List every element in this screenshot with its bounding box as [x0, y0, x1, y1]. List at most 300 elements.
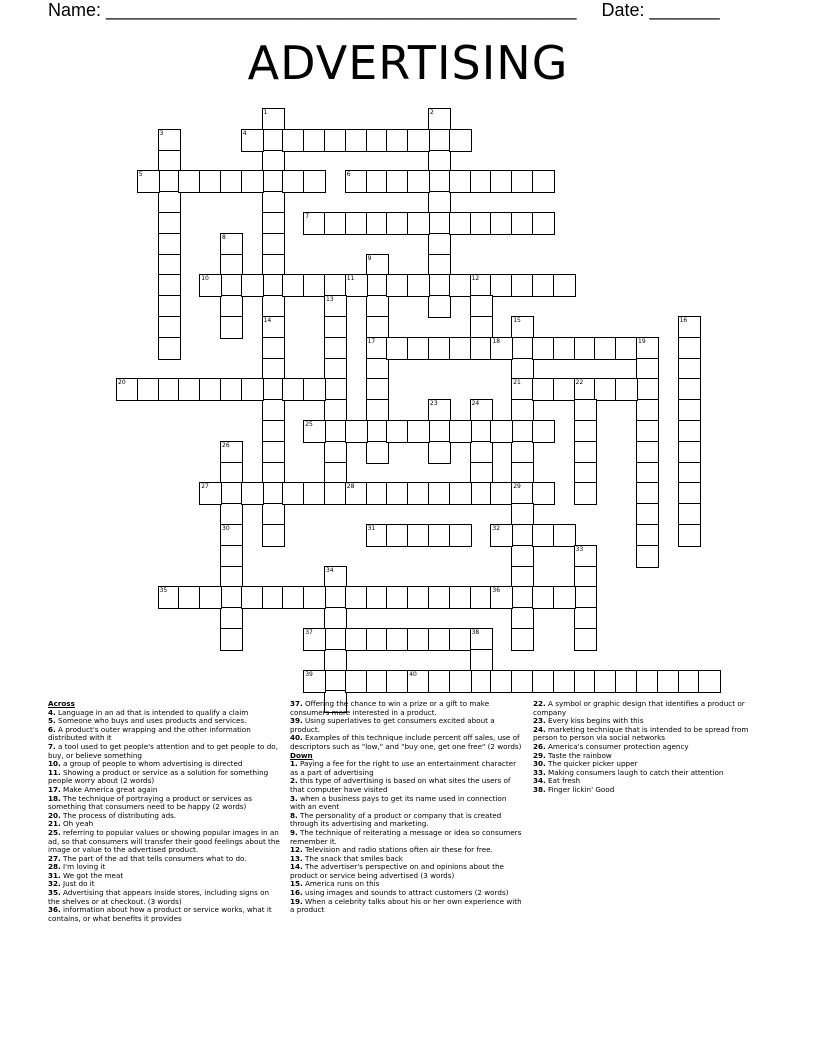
grid-cell[interactable] — [636, 441, 659, 464]
grid-cell[interactable] — [511, 566, 534, 589]
grid-cell[interactable] — [324, 586, 347, 609]
grid-cell[interactable] — [428, 170, 451, 193]
grid-cell[interactable] — [220, 441, 243, 464]
grid-cell[interactable] — [678, 399, 701, 422]
grid-cell[interactable] — [470, 212, 493, 235]
grid-cell[interactable] — [511, 524, 534, 547]
grid-cell[interactable] — [532, 420, 555, 443]
grid-cell[interactable] — [532, 482, 555, 505]
grid-cell[interactable] — [428, 399, 451, 422]
grid-cell[interactable] — [199, 170, 222, 193]
grid-cell[interactable] — [574, 378, 597, 401]
grid-cell[interactable] — [553, 586, 576, 609]
grid-cell[interactable] — [532, 274, 555, 297]
grid-cell[interactable] — [262, 233, 285, 256]
grid-cell[interactable] — [220, 170, 243, 193]
grid-cell[interactable] — [345, 670, 368, 693]
grid-cell[interactable] — [366, 482, 389, 505]
grid-cell[interactable] — [594, 378, 617, 401]
grid-cell[interactable] — [470, 586, 493, 609]
grid-cell[interactable] — [449, 129, 472, 152]
grid-cell[interactable] — [303, 586, 326, 609]
grid-cell[interactable] — [366, 274, 389, 297]
grid-cell[interactable] — [615, 670, 638, 693]
grid-cell[interactable] — [158, 295, 181, 318]
clue-number: 10 — [201, 275, 209, 283]
grid-cell[interactable] — [386, 170, 409, 193]
grid-cell[interactable] — [199, 378, 222, 401]
grid-cell[interactable] — [345, 628, 368, 651]
grid-cell[interactable] — [241, 274, 264, 297]
grid-cell[interactable] — [428, 108, 451, 131]
grid-cell[interactable] — [262, 316, 285, 339]
grid-cell[interactable] — [324, 462, 347, 485]
clue-number: 17 — [367, 337, 376, 345]
grid-cell[interactable] — [220, 545, 243, 568]
grid-cell[interactable] — [511, 337, 534, 360]
grid-cell[interactable] — [366, 358, 389, 381]
grid-cell[interactable] — [199, 274, 222, 297]
grid-cell[interactable] — [178, 378, 201, 401]
grid-cell[interactable] — [511, 358, 534, 381]
grid-cell[interactable] — [262, 378, 285, 401]
grid-cell[interactable] — [470, 420, 493, 443]
grid-cell[interactable] — [678, 670, 701, 693]
clue-text: a tool used to get people's attention and to get people to do, buy, or believe something — [48, 741, 278, 760]
grid-cell[interactable] — [262, 129, 285, 152]
grid-cell[interactable] — [158, 170, 181, 193]
grid-cell[interactable] — [178, 586, 201, 609]
grid-cell[interactable] — [574, 586, 597, 609]
grid-cell[interactable] — [470, 274, 493, 297]
grid-cell[interactable] — [470, 170, 493, 193]
grid-cell[interactable] — [490, 670, 513, 693]
grid-cell[interactable] — [220, 316, 243, 339]
grid-cell[interactable] — [303, 482, 326, 505]
grid-cell[interactable] — [574, 420, 597, 443]
grid-cell[interactable] — [532, 524, 555, 547]
grid-cell[interactable] — [407, 628, 430, 651]
grid-cell[interactable] — [366, 316, 389, 339]
grid-cell[interactable] — [678, 316, 701, 339]
grid-cell[interactable] — [366, 399, 389, 422]
grid-cell[interactable] — [303, 628, 326, 651]
grid-cell[interactable] — [428, 420, 451, 443]
grid-cell[interactable] — [324, 628, 347, 651]
grid-cell[interactable] — [262, 482, 285, 505]
grid-cell[interactable] — [158, 337, 181, 360]
grid-cell[interactable] — [574, 607, 597, 630]
grid-cell[interactable] — [636, 482, 659, 505]
grid-cell[interactable] — [553, 670, 576, 693]
grid-cell[interactable] — [158, 274, 181, 297]
grid-cell[interactable] — [199, 482, 222, 505]
grid-cell[interactable] — [386, 628, 409, 651]
grid-cell[interactable] — [428, 586, 451, 609]
grid-cell[interactable] — [386, 482, 409, 505]
grid-cell[interactable] — [220, 462, 243, 485]
grid-cell[interactable] — [262, 337, 285, 360]
grid-cell[interactable] — [511, 441, 534, 464]
grid-cell[interactable] — [532, 670, 555, 693]
grid-cell[interactable] — [428, 441, 451, 464]
grid-cell[interactable] — [407, 170, 430, 193]
grid-cell[interactable] — [449, 420, 472, 443]
grid-cell[interactable] — [470, 628, 493, 651]
grid-cell[interactable] — [449, 628, 472, 651]
clue-number-label: 14. — [290, 862, 303, 872]
grid-cell[interactable] — [262, 254, 285, 277]
grid-cell[interactable] — [262, 462, 285, 485]
grid-cell[interactable] — [345, 274, 368, 297]
grid-cell[interactable] — [470, 482, 493, 505]
grid-cell[interactable] — [366, 212, 389, 235]
grid-cell[interactable] — [407, 212, 430, 235]
grid-cell[interactable] — [678, 503, 701, 526]
grid-cell[interactable] — [490, 482, 513, 505]
grid-cell[interactable] — [574, 566, 597, 589]
grid-cell[interactable] — [574, 482, 597, 505]
grid-cell[interactable] — [678, 482, 701, 505]
grid-cell[interactable] — [158, 191, 181, 214]
grid-cell[interactable] — [449, 170, 472, 193]
grid-cell[interactable] — [678, 378, 701, 401]
grid-cell[interactable] — [511, 212, 534, 235]
grid-cell[interactable] — [428, 482, 451, 505]
grid-cell[interactable] — [574, 462, 597, 485]
grid-cell[interactable] — [366, 378, 389, 401]
grid-cell[interactable] — [428, 212, 451, 235]
grid-cell[interactable] — [532, 212, 555, 235]
grid-cell[interactable] — [220, 628, 243, 651]
grid-cell[interactable] — [324, 129, 347, 152]
grid-cell[interactable] — [324, 212, 347, 235]
grid-cell[interactable] — [345, 586, 368, 609]
grid-cell[interactable] — [407, 670, 430, 693]
grid-cell[interactable] — [386, 212, 409, 235]
grid-cell[interactable] — [262, 420, 285, 443]
grid-cell[interactable] — [324, 358, 347, 381]
grid-cell[interactable] — [428, 274, 451, 297]
grid-cell[interactable] — [324, 670, 347, 693]
grid-cell[interactable] — [366, 441, 389, 464]
grid-cell[interactable] — [241, 482, 264, 505]
grid-cell[interactable] — [470, 399, 493, 422]
grid-cell[interactable] — [137, 170, 160, 193]
grid-cell[interactable] — [366, 129, 389, 152]
grid-cell[interactable] — [116, 378, 139, 401]
grid-cell[interactable] — [137, 378, 160, 401]
grid-cell[interactable] — [678, 358, 701, 381]
grid-cell[interactable] — [324, 649, 347, 672]
clue-item — [290, 717, 522, 734]
grid-cell[interactable] — [532, 170, 555, 193]
grid-cell[interactable] — [303, 129, 326, 152]
grid-cell[interactable] — [324, 607, 347, 630]
grid-cell[interactable] — [407, 420, 430, 443]
grid-cell[interactable] — [303, 170, 326, 193]
grid-cell[interactable] — [470, 441, 493, 464]
grid-cell[interactable] — [386, 420, 409, 443]
grid-cell[interactable] — [282, 378, 305, 401]
grid-cell[interactable] — [262, 503, 285, 526]
grid-cell[interactable] — [636, 524, 659, 547]
grid-cell[interactable] — [366, 628, 389, 651]
grid-cell[interactable] — [511, 316, 534, 339]
grid-cell[interactable] — [511, 503, 534, 526]
grid-cell[interactable] — [636, 545, 659, 568]
grid-cell[interactable] — [428, 233, 451, 256]
grid-cell[interactable] — [282, 170, 305, 193]
grid-cell[interactable] — [345, 212, 368, 235]
grid-cell[interactable] — [241, 170, 264, 193]
grid-cell[interactable] — [158, 586, 181, 609]
grid-cell[interactable] — [282, 129, 305, 152]
clue-number: 28 — [346, 483, 355, 491]
grid-cell[interactable] — [303, 670, 326, 693]
grid-cell[interactable] — [220, 607, 243, 630]
grid-cell[interactable] — [220, 524, 243, 547]
grid-cell[interactable] — [428, 191, 451, 214]
grid-cell[interactable] — [220, 586, 243, 609]
grid-cell[interactable] — [158, 254, 181, 277]
grid-cell[interactable] — [532, 378, 555, 401]
grid-cell[interactable] — [324, 420, 347, 443]
grid-cell[interactable] — [366, 670, 389, 693]
grid-cell[interactable] — [428, 628, 451, 651]
grid-cell[interactable] — [470, 462, 493, 485]
grid-cell[interactable] — [220, 566, 243, 589]
grid-cell[interactable] — [262, 524, 285, 547]
grid-cell[interactable] — [428, 670, 451, 693]
grid-cell[interactable] — [324, 316, 347, 339]
grid-cell[interactable] — [636, 358, 659, 381]
grid-cell[interactable] — [386, 524, 409, 547]
grid-cell[interactable] — [366, 420, 389, 443]
grid-cell[interactable] — [490, 170, 513, 193]
grid-cell[interactable] — [574, 399, 597, 422]
grid-cell[interactable] — [324, 295, 347, 318]
grid-cell[interactable] — [511, 545, 534, 568]
grid-cell[interactable] — [428, 254, 451, 277]
grid-cell[interactable] — [553, 337, 576, 360]
grid-cell[interactable] — [470, 295, 493, 318]
grid-cell[interactable] — [511, 399, 534, 422]
grid-cell[interactable] — [407, 337, 430, 360]
clue-text: using images and sounds to attract customers (2 words) — [302, 888, 509, 898]
grid-cell[interactable] — [470, 337, 493, 360]
grid-cell[interactable] — [303, 420, 326, 443]
grid-cell[interactable] — [199, 586, 222, 609]
grid-cell[interactable] — [449, 670, 472, 693]
grid-cell[interactable] — [511, 670, 534, 693]
grid-cell[interactable] — [636, 670, 659, 693]
grid-cell[interactable] — [262, 295, 285, 318]
across-heading: Across — [48, 699, 75, 708]
grid-cell[interactable] — [158, 212, 181, 235]
grid-cell[interactable] — [594, 337, 617, 360]
grid-cell[interactable] — [553, 524, 576, 547]
grid-cell[interactable] — [490, 524, 513, 547]
grid-cell[interactable] — [511, 420, 534, 443]
grid-cell[interactable] — [490, 586, 513, 609]
grid-cell[interactable] — [553, 274, 576, 297]
grid-cell[interactable] — [262, 586, 285, 609]
grid-cell[interactable] — [615, 337, 638, 360]
grid-cell[interactable] — [324, 566, 347, 589]
grid-cell[interactable] — [220, 295, 243, 318]
grid-cell[interactable] — [678, 337, 701, 360]
grid-cell[interactable] — [345, 170, 368, 193]
grid-cell[interactable] — [345, 482, 368, 505]
grid-cell[interactable] — [262, 399, 285, 422]
grid-cell[interactable] — [511, 586, 534, 609]
grid-cell[interactable] — [366, 254, 389, 277]
grid-cell[interactable] — [303, 274, 326, 297]
grid-cell[interactable] — [511, 482, 534, 505]
grid-cell[interactable] — [324, 337, 347, 360]
grid-cell[interactable] — [324, 399, 347, 422]
grid-cell[interactable] — [532, 337, 555, 360]
grid-cell[interactable] — [262, 358, 285, 381]
grid-cell[interactable] — [428, 295, 451, 318]
grid-cell[interactable] — [220, 482, 243, 505]
grid-cell[interactable] — [386, 129, 409, 152]
grid-cell[interactable] — [386, 274, 409, 297]
grid-cell[interactable] — [324, 482, 347, 505]
grid-cell[interactable] — [574, 670, 597, 693]
grid-cell[interactable] — [241, 129, 264, 152]
grid-cell[interactable] — [449, 274, 472, 297]
grid-cell[interactable] — [262, 441, 285, 464]
clue-number-label: 26. — [533, 741, 546, 751]
grid-cell[interactable] — [386, 337, 409, 360]
grid-cell[interactable] — [220, 503, 243, 526]
grid-cell[interactable] — [428, 337, 451, 360]
grid-cell[interactable] — [158, 233, 181, 256]
grid-cell[interactable] — [262, 108, 285, 131]
grid-cell[interactable] — [574, 545, 597, 568]
grid-cell[interactable] — [490, 337, 513, 360]
grid-cell[interactable] — [282, 482, 305, 505]
grid-cell[interactable] — [428, 129, 451, 152]
grid-cell[interactable] — [511, 274, 534, 297]
grid-cell[interactable] — [366, 337, 389, 360]
grid-cell[interactable] — [324, 441, 347, 464]
grid-cell[interactable] — [220, 233, 243, 256]
grid-cell[interactable] — [449, 212, 472, 235]
clue-number-label: 19. — [290, 896, 303, 906]
grid-cell[interactable] — [178, 170, 201, 193]
grid-cell[interactable] — [490, 420, 513, 443]
grid-cell[interactable] — [678, 524, 701, 547]
grid-cell[interactable] — [636, 462, 659, 485]
grid-cell[interactable] — [241, 586, 264, 609]
grid-cell[interactable] — [262, 212, 285, 235]
grid-cell[interactable] — [220, 254, 243, 277]
grid-cell[interactable] — [678, 462, 701, 485]
grid-cell[interactable] — [511, 628, 534, 651]
grid-cell[interactable] — [386, 670, 409, 693]
grid-cell[interactable] — [574, 337, 597, 360]
grid-cell[interactable] — [366, 170, 389, 193]
grid-cell[interactable] — [636, 378, 659, 401]
grid-cell[interactable] — [553, 378, 576, 401]
grid-cell[interactable] — [324, 274, 347, 297]
grid-cell[interactable] — [594, 670, 617, 693]
grid-cell[interactable] — [366, 524, 389, 547]
grid-cell[interactable] — [407, 274, 430, 297]
grid-cell[interactable] — [678, 441, 701, 464]
grid-cell[interactable] — [470, 649, 493, 672]
grid-cell[interactable] — [324, 378, 347, 401]
grid-cell[interactable] — [366, 586, 389, 609]
grid-cell[interactable] — [220, 378, 243, 401]
grid-cell[interactable] — [574, 441, 597, 464]
grid-cell[interactable] — [574, 628, 597, 651]
grid-cell[interactable] — [449, 482, 472, 505]
grid-cell[interactable] — [657, 670, 680, 693]
clue-number-label: 22. — [533, 699, 546, 708]
grid-cell[interactable] — [158, 150, 181, 173]
grid-cell[interactable] — [449, 337, 472, 360]
grid-cell[interactable] — [428, 524, 451, 547]
grid-cell[interactable] — [636, 399, 659, 422]
grid-cell[interactable] — [636, 420, 659, 443]
grid-cell[interactable] — [470, 316, 493, 339]
grid-cell[interactable] — [158, 316, 181, 339]
grid-cell[interactable] — [428, 150, 451, 173]
grid-cell[interactable] — [158, 129, 181, 152]
grid-cell[interactable] — [282, 586, 305, 609]
grid-cell[interactable] — [636, 503, 659, 526]
grid-cell[interactable] — [241, 378, 264, 401]
grid-cell[interactable] — [407, 482, 430, 505]
grid-cell[interactable] — [262, 150, 285, 173]
grid-cell[interactable] — [532, 586, 555, 609]
grid-cell[interactable] — [345, 129, 368, 152]
grid-cell[interactable] — [449, 586, 472, 609]
grid-cell[interactable] — [158, 378, 181, 401]
grid-cell[interactable] — [407, 586, 430, 609]
grid-cell[interactable] — [303, 212, 326, 235]
grid-cell[interactable] — [366, 295, 389, 318]
grid-cell[interactable] — [262, 170, 285, 193]
grid-cell[interactable] — [511, 607, 534, 630]
grid-cell[interactable] — [386, 586, 409, 609]
grid-cell[interactable] — [490, 274, 513, 297]
grid-cell[interactable] — [407, 129, 430, 152]
grid-cell[interactable] — [615, 378, 638, 401]
grid-cell[interactable] — [470, 670, 493, 693]
grid-cell[interactable] — [282, 274, 305, 297]
grid-cell[interactable] — [678, 420, 701, 443]
grid-cell[interactable] — [345, 420, 368, 443]
grid-cell[interactable] — [407, 524, 430, 547]
grid-cell[interactable] — [449, 524, 472, 547]
grid-cell[interactable] — [511, 378, 534, 401]
grid-cell[interactable] — [490, 212, 513, 235]
grid-cell[interactable] — [220, 274, 243, 297]
clue-item — [48, 726, 280, 743]
grid-cell[interactable] — [262, 191, 285, 214]
grid-cell[interactable] — [698, 670, 721, 693]
grid-cell[interactable] — [636, 337, 659, 360]
grid-cell[interactable] — [262, 274, 285, 297]
grid-cell[interactable] — [303, 378, 326, 401]
grid-cell[interactable] — [511, 170, 534, 193]
grid-cell[interactable] — [511, 462, 534, 485]
